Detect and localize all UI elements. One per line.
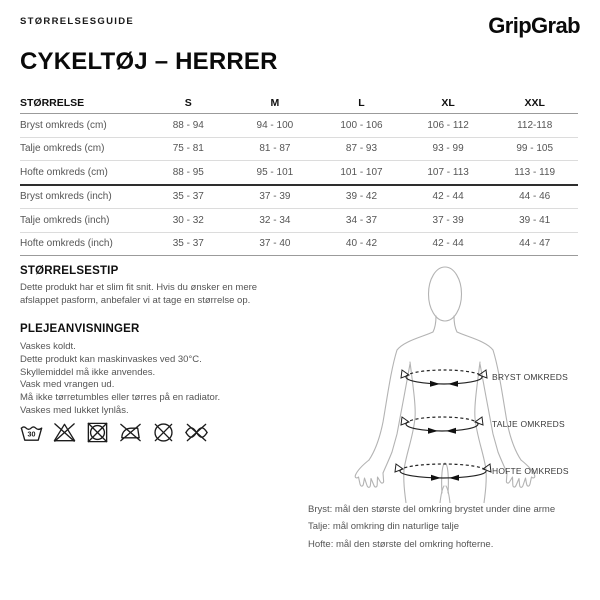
size-value: 75 - 81 [172,143,204,155]
size-value: 37 - 39 [259,191,291,203]
size-value: 107 - 113 [427,166,469,178]
table-row [20,233,578,257]
gripgrab-logo: GripGrab [488,13,580,38]
size-tip-line: Dette produkt har et slim fit snit. Hvis du ønsker en mere [20,282,258,293]
size-value: 34 - 37 [345,214,378,226]
measurement-notes [308,501,555,553]
size-value: 101 - 107 [340,166,383,178]
bryst-omkreds-label: BRYST OMKREDS [492,372,568,382]
size-value: 113 - 119 [514,166,556,178]
size-value: 88 - 94 [172,119,204,131]
column-header: L [358,97,365,109]
size-value: 100 - 106 [340,119,383,131]
care-instructions [20,341,220,418]
row-label: Bryst omkreds (cm) [20,119,107,131]
table-row [20,114,578,138]
table-row [20,138,578,162]
size-table-header-row [20,93,578,114]
size-value: 39 - 41 [519,214,551,226]
size-table [20,93,578,256]
size-value: 42 - 44 [432,238,464,250]
column-header: S [184,97,192,109]
do-not-tumble-dry-icon [85,420,110,445]
wash-30-icon [19,420,44,445]
row-label: Hofte omkreds (cm) [20,166,108,178]
page-title: CYKELTØJ – HERRER [20,48,278,75]
care-heading: PLEJEANVISNINGER [20,323,140,335]
size-value: 95 - 101 [256,166,294,178]
do-not-iron-icon [118,420,143,445]
size-value: 44 - 47 [519,238,551,250]
size-value: 30 - 32 [172,214,204,226]
care-line: Må ikke tørretumbles eller tørres på en radiator. [20,392,221,404]
talje-omkreds-label: TALJE OMKREDS [492,419,565,429]
do-not-dry-clean-icon [151,420,176,445]
size-value: 35 - 37 [172,191,204,203]
column-header: STØRRELSE [20,97,85,109]
column-header: XXL [524,97,545,109]
row-label: Bryst omkreds (inch) [20,191,112,203]
do-not-wring-icon [184,420,209,445]
table-row [20,209,578,233]
size-value: 39 - 42 [345,191,378,203]
care-line: Vaskes koldt. [20,341,76,352]
svg-text:30: 30 [27,429,36,439]
size-value: 40 - 42 [345,238,378,250]
note-line: Bryst: mål den største del omkring brystet under dine arme [308,504,556,515]
size-tip-text [20,282,257,308]
table-row [20,186,578,210]
care-line: Vask med vrangen ud. [20,379,115,391]
size-value: 99 - 105 [516,143,554,155]
row-label: Talje omkreds (cm) [20,143,105,155]
size-tip-heading: STØRRELSESTIP [20,265,119,277]
care-line: Vaskes med lukket lynlås. [20,404,129,416]
size-value: 42 - 44 [432,191,464,203]
care-line: Skyllemiddel må ikke anvendes. [20,366,156,378]
size-tip-line: afslappet pasform, anbefaler vi at tage en størrelse op. [20,294,251,306]
column-header: XL [441,97,455,109]
size-value: 44 - 46 [519,191,551,203]
guide-label: STØRRELSESGUIDE [20,16,134,27]
column-header: M [270,97,280,109]
do-not-bleach-icon [52,420,77,445]
size-value: 94 - 100 [256,119,294,131]
size-value: 112-118 [517,119,553,131]
care-symbols [19,420,209,445]
note-line: Talje: mål omkring din naturlige talje [308,521,460,533]
care-line: Dette produkt kan maskinvaskes ved 30°C. [20,353,202,365]
size-value: 35 - 37 [172,238,204,250]
size-value: 37 - 39 [432,214,464,226]
hofte-omkreds-label: HOFTE OMKREDS [492,466,569,476]
size-value: 81 - 87 [259,143,291,155]
size-value: 32 - 34 [259,214,291,226]
row-label: Hofte omkreds (inch) [20,238,113,250]
row-label: Talje omkreds (inch) [20,214,110,226]
table-row [20,161,578,186]
note-line: Hofte: mål den største del omkring hofterne. [308,538,494,550]
size-value: 37 - 40 [259,238,291,250]
size-value: 87 - 93 [345,143,378,155]
size-value: 88 - 95 [172,166,204,178]
size-value: 106 - 112 [427,119,469,131]
size-value: 93 - 99 [432,143,464,155]
